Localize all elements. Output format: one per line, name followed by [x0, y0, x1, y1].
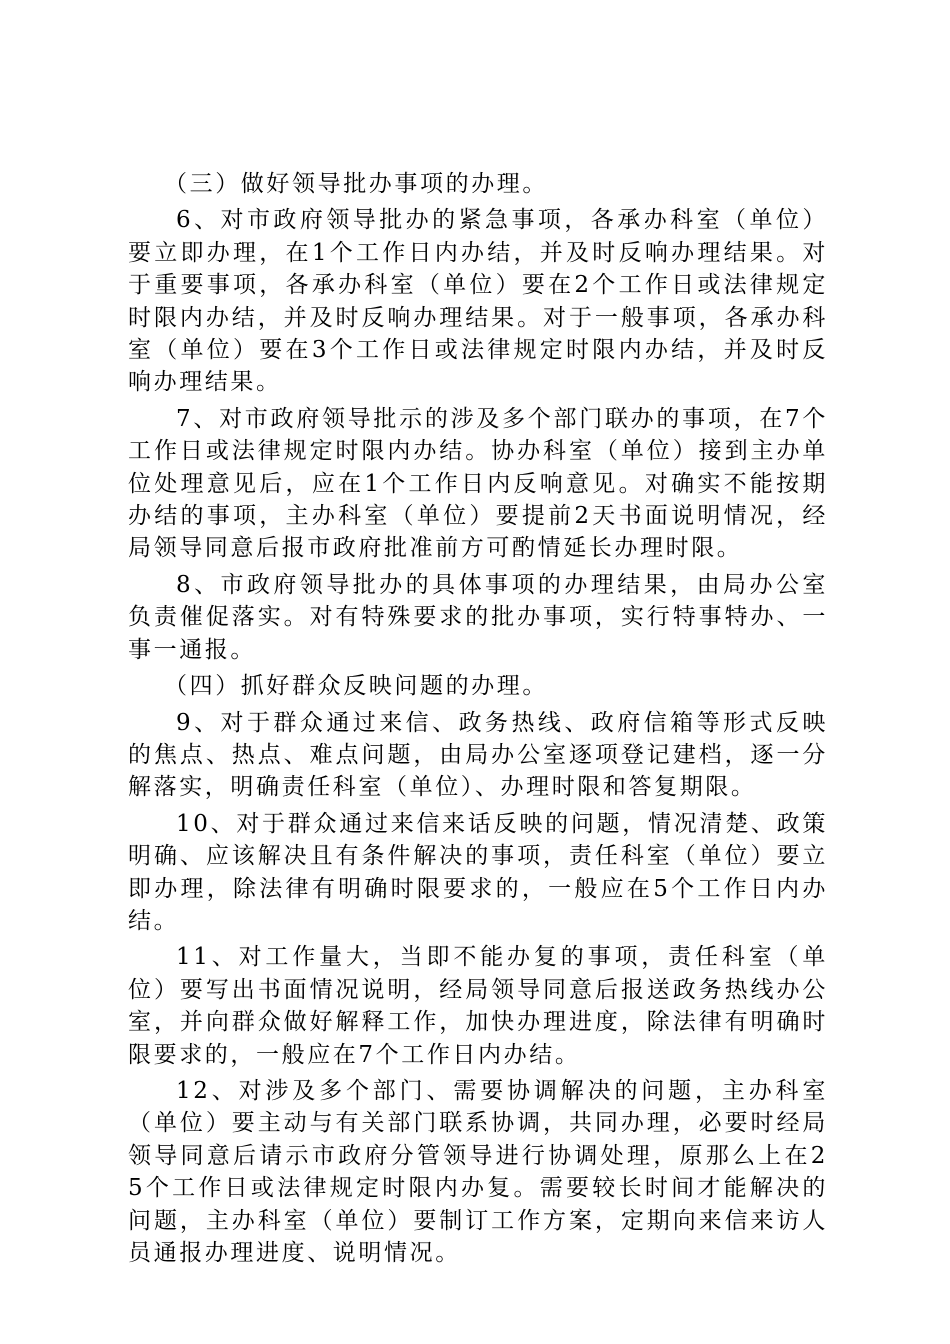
- section-heading-3: （三）做好领导批办事项的办理。: [164, 171, 548, 197]
- section-heading-4: （四）抓好群众反映问题的办理。: [164, 673, 548, 700]
- paragraph-item-12: 12、对涉及多个部门、需要协调解决的问题，主办科室（单位）要主动与有关部门联系协调，共同办理，必要时经局领导同意后请示市政府分管领导进行协调处理，原那么上在25个工作日或法律规定时限内办复。需要较长时间才能解决的问题，主办科室（单位）要制订工作方案，定期向来信来访人员通报办理进度、说明情况。: [128, 1077, 828, 1266]
- paragraph-item-6: 6、对市政府领导批办的紧急事项，各承办科室（单位）要立即办理，在1个工作日内办结，并及时反响办理结果。对于重要事项，各承办科室（单位）要在2个工作日或法律规定时限内办结，并及时反响办理结果。对于一般事项，各承办科室（单位）要在3个工作日或法律规定时限内办结，并及时反响办理结果。: [128, 207, 828, 396]
- document-body: [128, 168, 828, 1273]
- paragraph-item-9: 9、对于群众通过来信、政务热线、政府信箱等形式反映的焦点、热点、难点问题，由局办公室逐项登记建档，逐一分解落实，明确责任科室（单位）、办理时限和答复期限。: [128, 709, 828, 801]
- paragraph-item-11: 11、对工作量大，当即不能办复的事项，责任科室（单位）要写出书面情况说明，经局领导同意后报送政务热线办公室，并向群众做好解释工作，加快办理进度，除法律有明确时限要求的，一般应在7个工作日内办结。: [128, 944, 828, 1068]
- paragraph-item-10: 10、对于群众通过来信来话反映的问题，情况清楚、政策明确、应该解决且有条件解决的事项，责任科室（单位）要立即办理，除法律有明确时限要求的，一般应在5个工作日内办结。: [128, 810, 828, 934]
- paragraph-item-8: 8、市政府领导批办的具体事项的办理结果，由局办公室负责催促落实。对有特殊要求的批办事项，实行特事特办、一事一通报。: [128, 571, 828, 663]
- paragraph-item-7: 7、对市政府领导批示的涉及多个部门联办的事项，在7个工作日或法律规定时限内办结。协办科室（单位）接到主办单位处理意见后，应在1个工作日内反响意见。对确实不能按期办结的事项，主办科室（单位）要提前2天书面说明情况，经局领导同意后报市政府批准前方可酌情延长办理时限。: [128, 405, 828, 562]
